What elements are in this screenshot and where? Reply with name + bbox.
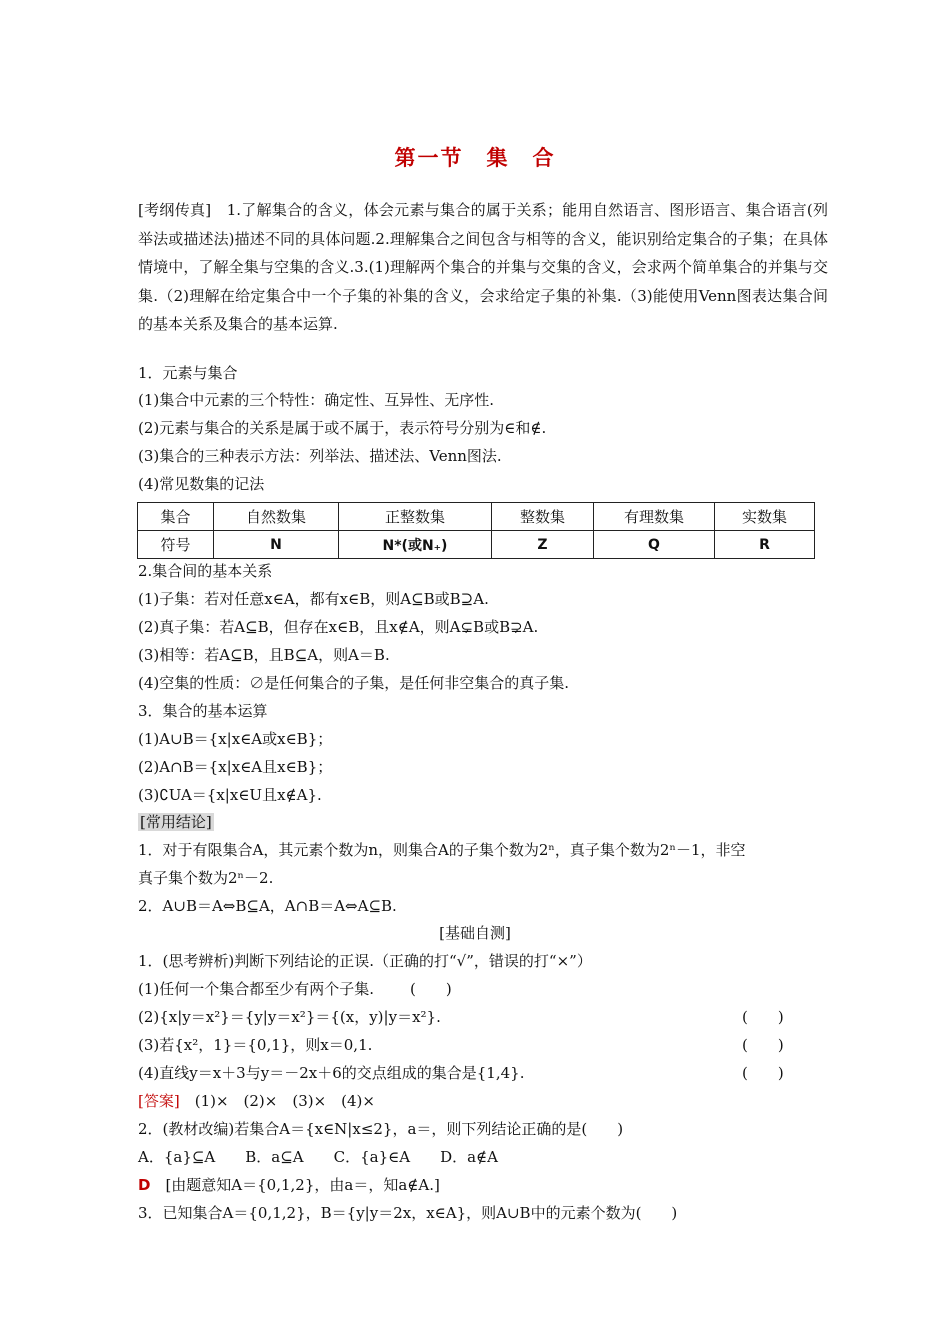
- answer-text: [由题意知A＝{0,1,2}，由a＝，知a∉A.]: [150, 1176, 440, 1194]
- table-cell: 整数集: [492, 503, 594, 531]
- syllabus-text: 1.了解集合的含义，体会元素与集合的属于关系；能用自然语言、图形语言、集合语言(列举法或描述法)描述不同的具体问题.2.理解集合之间包含与相等的含义，能识别给定集合的子集；在具体情境中，了解全集与空集的含义.3.(1)理解两个集合的并集与交集的含义，会求两个简单集合的并集与交集.（2)理解在给定集合中一个子集的补集的含义，会求给定子集的补集.（3)能使用Venn图表达集合间的基本关系及集合的基本运算.: [138, 201, 828, 333]
- answer-paren: ( ): [742, 1064, 784, 1082]
- conclusion-line2: 真子集个数为2ⁿ－2.: [138, 869, 274, 887]
- table-row: [138, 503, 815, 531]
- selftest-q1: 1．(思考辨析)判断下列结论的正误.（正确的打“√”，错误的打“×”）: [138, 952, 592, 970]
- section1-heading: 1．元素与集合: [138, 364, 238, 382]
- selftest-q3: 3．已知集合A＝{0,1,2}，B＝{y|y＝2x，x∈A}，则A∪B中的元素个数为( ): [138, 1204, 678, 1222]
- section3-heading: 3．集合的基本运算: [138, 702, 268, 720]
- selftest-q1-item2: (2){x|y＝x²}＝{y|y＝x²}＝{(x，y)|y＝x²}.: [138, 1008, 441, 1026]
- section2-line2: (2)真子集：若A⊆B，但存在x∈B，且x∉A，则A⊊B或B⊋A.: [138, 618, 539, 636]
- answer-letter: D: [138, 1176, 151, 1194]
- page-title: 第一节 集 合: [394, 146, 556, 170]
- table-cell: Q: [594, 531, 715, 559]
- section2-line4: (4)空集的性质：∅是任何集合的子集，是任何非空集合的真子集.: [138, 674, 570, 692]
- selftest-q1-item4: (4)直线y＝x＋3与y＝－2x＋6的交点组成的集合是{1,4}.: [138, 1064, 525, 1082]
- answer-paren: ( ): [742, 1008, 784, 1026]
- table-cell: 符号: [138, 531, 214, 559]
- selftest-q2: 2．(教材改编)若集合A＝{x∈N|x≤2}，a＝，则下列结论正确的是( ): [138, 1120, 624, 1138]
- answer-paren: ( ): [742, 1036, 784, 1054]
- section2-line3: (3)相等：若A⊆B，且B⊆A，则A＝B.: [138, 646, 390, 664]
- item-text: (1)任何一个集合都至少有两个子集.: [138, 980, 375, 998]
- conclusion-tag-label: [常用结论]: [140, 813, 212, 831]
- section1-line2: (2)元素与集合的关系是属于或不属于，表示符号分别为∈和∉.: [138, 419, 547, 437]
- answer-tag: [答案]: [138, 1092, 180, 1110]
- section2-line1: (1)子集：若对任意x∈A，都有x∈B，则A⊆B或B⊇A.: [138, 590, 489, 608]
- conclusion-line3: 2．A∪B＝A⇔B⊆A，A∩B＝A⇔A⊆B.: [138, 897, 397, 915]
- conclusion-line1: 1．对于有限集合A，其元素个数为n，则集合A的子集个数为2ⁿ，真子集个数为2ⁿ－1，非空: [138, 841, 746, 859]
- answer-1: [138, 1090, 375, 1112]
- table-cell: N*(或N₊): [339, 531, 492, 559]
- syllabus-tag: [考纲传真]: [138, 201, 212, 219]
- section1-line3: (3)集合的三种表示方法：列举法、描述法、Venn图法.: [138, 447, 502, 465]
- conclusion-tag: [138, 811, 214, 833]
- answer-text: (1)× (2)× (3)× (4)×: [179, 1092, 375, 1110]
- table-cell: 正整数集: [339, 503, 492, 531]
- table-cell: 自然数集: [214, 503, 339, 531]
- section3-line3: (3)∁UA＝{x|x∈U且x∉A}.: [138, 786, 322, 804]
- section1-line1: (1)集合中元素的三个特性：确定性、互异性、无序性.: [138, 391, 495, 409]
- selftest-q2-options: A．{a}⊆A B．a⊆A C．{a}∈A D．a∉A: [138, 1148, 498, 1166]
- table-cell: 实数集: [715, 503, 815, 531]
- syllabus-paragraph: [138, 196, 828, 339]
- section3-line1: (1)A∪B＝{x|x∈A或x∈B}；: [138, 730, 333, 748]
- section3-line2: (2)A∩B＝{x|x∈A且x∈B}；: [138, 758, 333, 776]
- selftest-q1-item1: [138, 978, 452, 1000]
- section1-line4: (4)常见数集的记法: [138, 475, 265, 493]
- selftest-q1-item3: (3)若{x²，1}＝{0,1}，则x＝0,1.: [138, 1036, 373, 1054]
- table-cell: 集合: [138, 503, 214, 531]
- table-cell: 有理数集: [594, 503, 715, 531]
- table-cell: Z: [492, 531, 594, 559]
- selftest-heading: [基础自测]: [439, 924, 511, 942]
- table-row: [138, 531, 815, 559]
- table-cell: N: [214, 531, 339, 559]
- table-cell: R: [715, 531, 815, 559]
- number-sets-table: [137, 502, 815, 559]
- section2-heading: 2.集合间的基本关系: [138, 562, 273, 580]
- answer-2: [138, 1174, 440, 1196]
- answer-paren: ( ): [410, 980, 452, 998]
